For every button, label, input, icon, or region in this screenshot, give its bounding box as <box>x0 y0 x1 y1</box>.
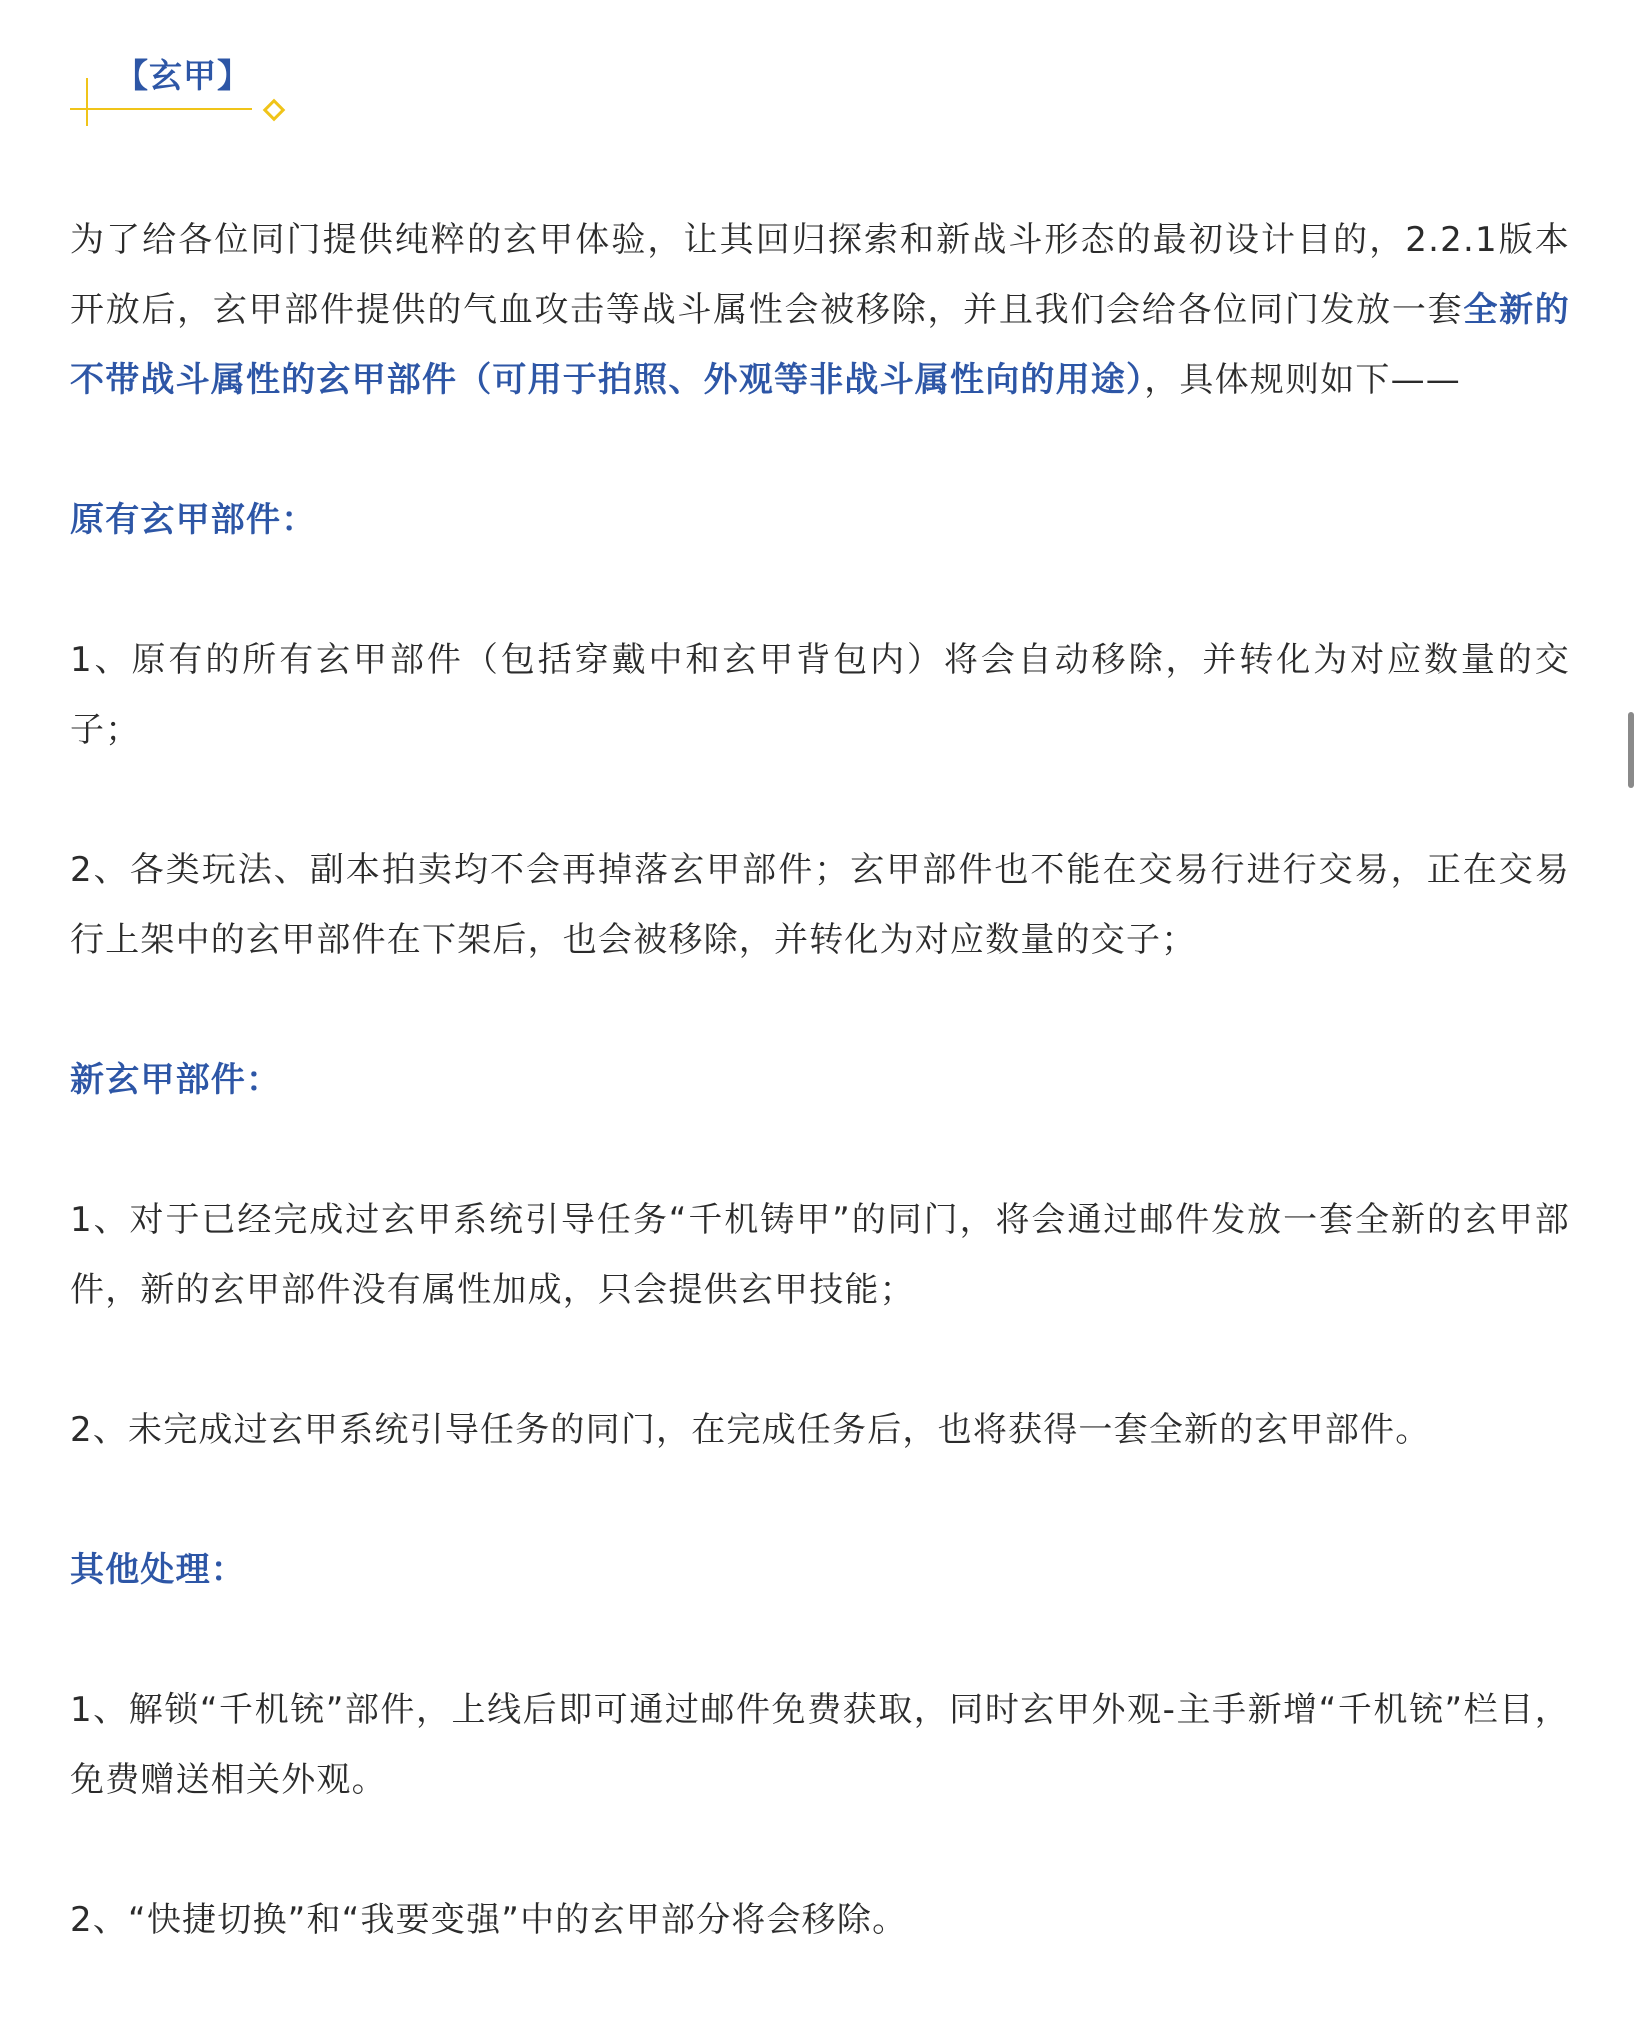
heading-new-parts: 新玄甲部件： <box>70 1060 282 1100</box>
list-item: 1、解锁“千机铳”部件，上线后即可通过邮件免费获取，同时玄甲外观-主手新增“千机铳”栏目，免费赠送相关外观。 <box>70 1690 1570 1800</box>
heading-other-handling: 其他处理： <box>70 1550 246 1590</box>
section-title: 【玄甲】 <box>115 56 251 95</box>
list-item: 2、各类玩法、副本拍卖均不会再掉落玄甲部件；玄甲部件也不能在交易行进行交易，正在交易行上架中的玄甲部件在下架后，也会被移除，并转化为对应数量的交子； <box>70 850 1570 960</box>
article-body <box>70 205 1570 2025</box>
list-item: 1、原有的所有玄甲部件（包括穿戴中和玄甲背包内）将会自动移除，并转化为对应数量的交子； <box>70 640 1570 750</box>
list-item: 1、对于已经完成过玄甲系统引导任务“千机铸甲”的同门，将会通过邮件发放一套全新的玄甲部件，新的玄甲部件没有属性加成，只会提供玄甲技能； <box>70 1200 1570 1310</box>
header-decor-horizontal-line <box>70 108 252 110</box>
list-item: 2、“快捷切换”和“我要变强”中的玄甲部分将会移除。 <box>70 1900 908 1940</box>
intro-text: 为了给各位同门提供纯粹的玄甲体验，让其回归探索和新战斗形态的最初设计目的，2.2.1版本开放后，玄甲部件提供的气血攻击等战斗属性会被移除，并且我们会给各位同门发放一套 <box>70 220 1570 330</box>
intro-paragraph <box>70 205 1570 415</box>
intro-highlight: 全新的不带战斗属性的玄甲部件（可用于拍照、外观等非战斗属性向的用途） <box>70 290 1570 400</box>
scrollbar[interactable] <box>1628 712 1634 788</box>
intro-text-end: ，具体规则如下—— <box>1144 360 1462 400</box>
list-item: 2、未完成过玄甲系统引导任务的同门，在完成任务后，也将获得一套全新的玄甲部件。 <box>70 1410 1431 1450</box>
header-decor-vertical-line <box>86 78 88 126</box>
section-header <box>70 40 300 130</box>
heading-original-parts: 原有玄甲部件： <box>70 500 317 540</box>
diamond-icon <box>263 99 286 122</box>
